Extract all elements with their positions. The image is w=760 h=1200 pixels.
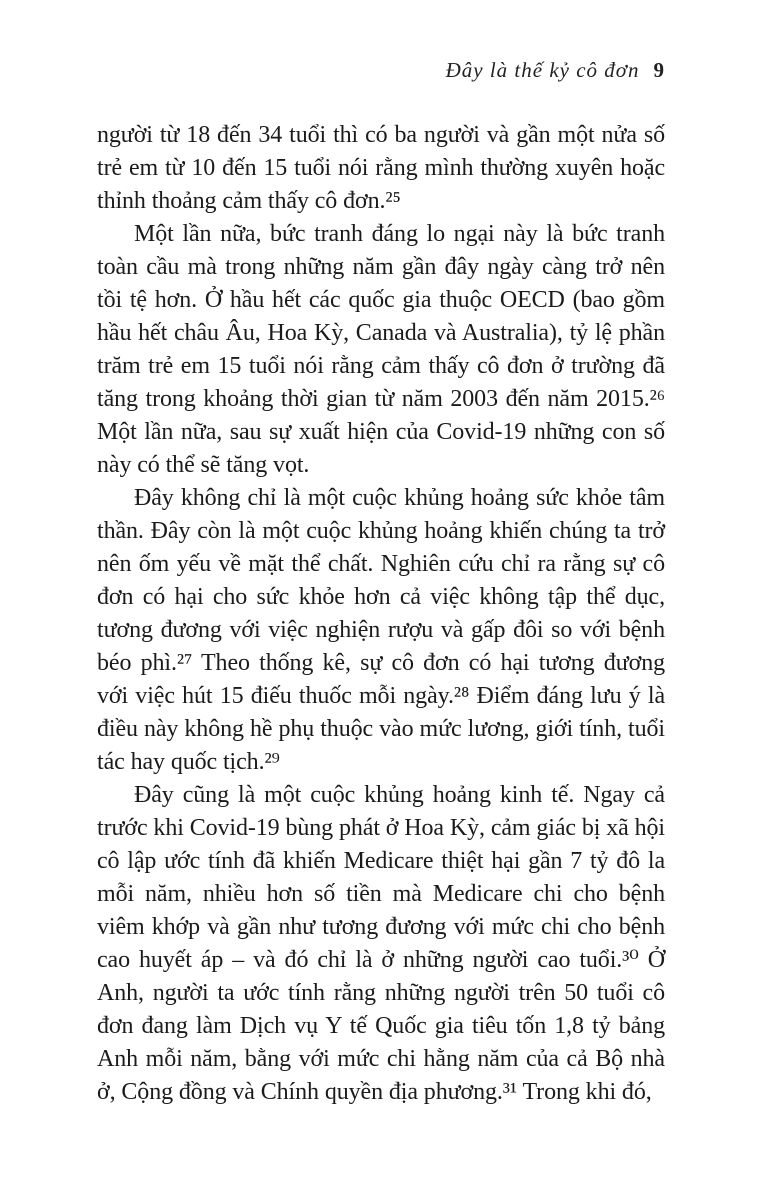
paragraph: Đây cũng là một cuộc khủng hoảng kinh tế. Ngay cả trước khi Covid-19 bùng phát ở Hoa Kỳ, cảm giác bị xã hội cô lập ước tính đã khiến Medicare thiệt hại gần 7 tỷ đô la mỗi năm, nhiều hơn số tiền mà Medicare chi cho bệnh viêm khớp và gần như tương đương với mức chi cho bệnh cao huyết áp – và đó chỉ là ở những người cao tuổi.³⁰ Ở Anh, người ta ước tính rằng những người trên 50 tuổi cô đơn đang làm Dịch vụ Y tế Quốc gia tiêu tốn 1,8 tỷ bảng Anh mỗi năm, bằng với mức chi hằng năm của cả Bộ nhà ở, Cộng đồng và Chính quyền địa phương.³¹ Trong khi đó, [97, 782, 665, 1105]
running-head [446, 57, 664, 83]
paragraph: Một lần nữa, bức tranh đáng lo ngại này là bức tranh toàn cầu mà trong những năm gần đây ngày càng trở nên tồi tệ hơn. Ở hầu hết các quốc gia thuộc OECD (bao gồm hầu hết châu Âu, Hoa Kỳ, Canada và Australia), tỷ lệ phần trăm trẻ em 15 tuổi nói rằng cảm thấy cô đơn ở trường đã tăng trong khoảng thời gian từ năm 2003 đến năm 2015.²⁶ Một lần nữa, sau sự xuất hiện của Covid-19 những con số này có thể sẽ tăng vọt. [97, 221, 665, 478]
page-body [97, 119, 665, 1109]
paragraph: người từ 18 đến 34 tuổi thì có ba người và gần một nửa số trẻ em từ 10 đến 15 tuổi nói rằng mình thường xuyên hoặc thỉnh thoảng cảm thấy cô đơn.²⁵ [97, 122, 665, 214]
running-head-title: Đây là thế kỷ cô đơn [445, 58, 640, 82]
paragraph: Đây không chỉ là một cuộc khủng hoảng sức khỏe tâm thần. Đây còn là một cuộc khủng hoảng khiến chúng ta trở nên ốm yếu về mặt thể chất. Nghiên cứu chỉ ra rằng sự cô đơn có hại cho sức khỏe hơn cả việc không tập thể dục, tương đương với việc nghiện rượu và gấp đôi so với bệnh béo phì.²⁷ Theo thống kê, sự cô đơn có hại tương đương với việc hút 15 điếu thuốc mỗi ngày.²⁸ Điểm đáng lưu ý là điều này không hề phụ thuộc vào mức lương, giới tính, tuổi tác hay quốc tịch.²⁹ [97, 485, 665, 775]
page-number: 9 [653, 58, 664, 82]
